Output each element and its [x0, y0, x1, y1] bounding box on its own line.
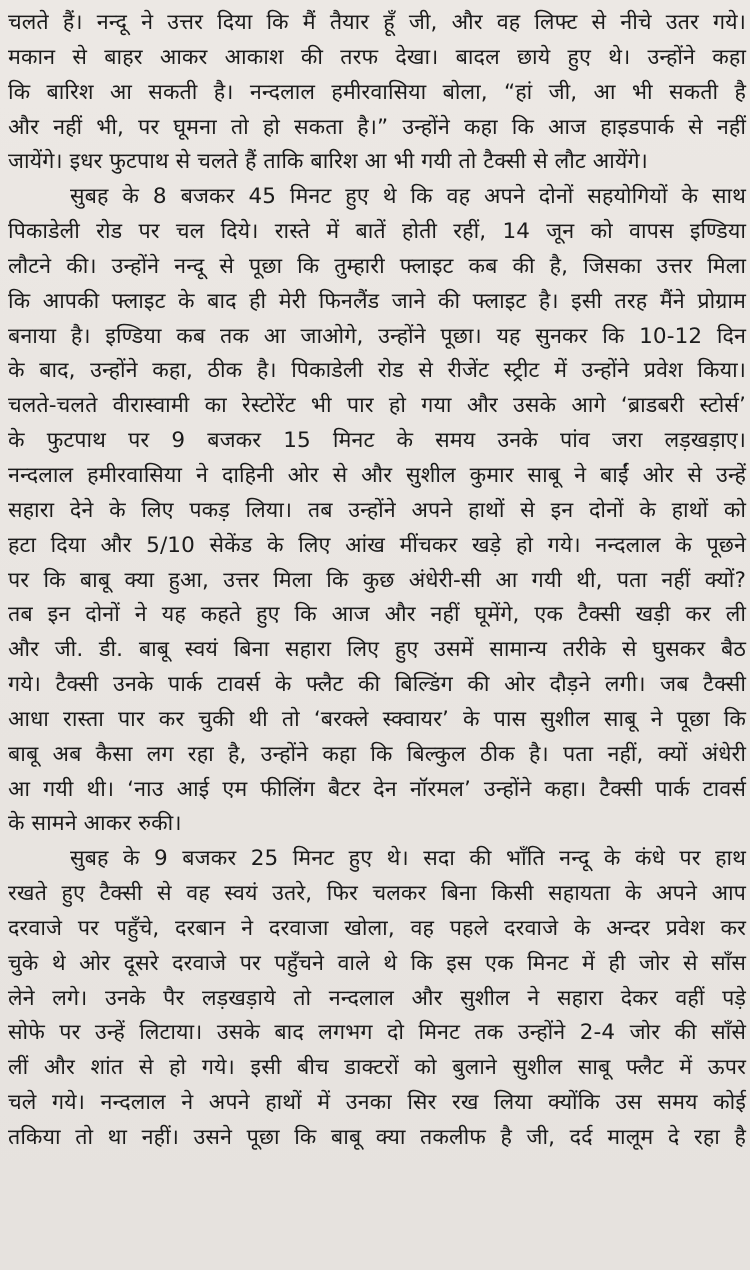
- paragraph-start-line: सुबह के 9 बजकर 25 मिनट हुए थे। सदा की भाँति नन्दू के कंधे पर हाथ: [70, 846, 746, 872]
- text-line: मकान से बाहर आकर आकाश की तरफ देखा। बादल छाये हुए थे। उन्होंने कहा: [8, 44, 746, 70]
- text-line: पर कि बाबू क्या हुआ, उत्तर मिला कि कुछ अंधेरी-सी आ गयी थी, पता नहीं क्यों?: [8, 567, 746, 593]
- text-line: चले गये। नन्दलाल ने अपने हाथों में उनका सिर रख लिया क्योंकि उस समय कोई: [8, 1090, 746, 1116]
- text-line: सहारा देने के लिए पकड़ लिया। तब उन्होंने अपने हाथों से इन दोनों के हाथों को: [8, 497, 746, 523]
- text-line: लेने लगे। उनके पैर लड़खड़ाये तो नन्दलाल और सुशील ने सहारा देकर वहीं पड़े: [8, 985, 746, 1011]
- text-line: और नहीं भी, पर घूमना तो हो सकता है।” उन्होंने कहा कि आज हाइडपार्क से नहीं: [8, 114, 746, 140]
- text-line: कि आपकी फ्लाइट के बाद ही मेरी फिनलैंड जाने की फ्लाइट है। इसी तरह मैंने प्रोग्राम: [8, 288, 746, 314]
- text-line: रखते हुए टैक्सी से वह स्वयं उतरे, फिर चलकर बिना किसी सहायता के अपने आप: [8, 881, 746, 907]
- text-line: सोफे पर उन्हें लिटाया। उसके बाद लगभग दो मिनट तक उन्होंने 2-4 जोर की साँसे: [8, 1020, 746, 1046]
- text-line: आ गयी थी। ‘नाउ आई एम फीलिंग बैटर देन नॉरमल’ उन्होंने कहा। टैक्सी पार्क टावर्स: [8, 776, 746, 802]
- paragraph-start-line: सुबह के 8 बजकर 45 मिनट हुए थे कि वह अपने दोनों सहयोगियों के साथ: [70, 184, 746, 210]
- text-line: गये। टैक्सी उनके पार्क टावर्स के फ्लैट की बिल्डिंग की ओर दौड़ने लगी। जब टैक्सी: [8, 672, 746, 698]
- text-line: नन्दलाल हमीरवासिया ने दाहिनी ओर से और सुशील कुमार साबू ने बाईं ओर से उन्हें: [8, 462, 746, 488]
- text-line: चुके थे ओर दूसरे दरवाजे पर पहुँचने वाले थे कि इस एक मिनट में ही जोर से साँस: [8, 950, 746, 976]
- text-line: दरवाजे पर पहुँचे, दरबान ने दरवाजा खोला, वह पहले दरवाजे के अन्दर प्रवेश कर: [8, 915, 746, 941]
- text-line: तब इन दोनों ने यह कहते हुए कि आज और नहीं घूमेंगे, एक टैक्सी खड़ी कर ली: [8, 602, 746, 628]
- text-line: के सामने आकर रुकी।: [8, 811, 182, 837]
- text-line: आधा रास्ता पार कर चुकी थी तो ‘बरक्ले स्क्वायर’ के पास सुशील साबू ने पूछा कि: [8, 706, 746, 732]
- text-line: चलते हैं। नन्दू ने उत्तर दिया कि मैं तैयार हूँ जी, और वह लिफ्ट से नीचे उतर गये।: [8, 10, 746, 35]
- text-line: चलते-चलते वीरास्वामी का रेस्टोरेंट भी पार हो गया और उसके आगे ‘ब्राडबरी स्टोर्स’: [8, 393, 746, 419]
- body-text: [8, 6, 746, 1156]
- text-line: बाबू अब कैसा लग रहा है, उन्होंने कहा कि बिल्कुल ठीक है। पता नहीं, क्यों अंधेरी: [8, 741, 746, 767]
- text-line: और जी. डी. बाबू स्वयं बिना सहारा लिए हुए उसमें सामान्य तरीके से घुसकर बैठ: [8, 637, 746, 663]
- text-line: के बाद, उन्होंने कहा, ठीक है। पिकाडेली रोड से रीजेंट स्ट्रीट में उन्होंने प्रवेश किया।: [8, 358, 746, 384]
- text-line: हटा दिया और 5/10 सेकेंड के लिए आंख मींचकर खड़े हो गये। नन्दलाल के पूछने: [8, 532, 746, 558]
- text-line: बनाया है। इण्डिया कब तक आ जाओगे, उन्होंने पूछा। यह सुनकर कि 10-12 दिन: [8, 323, 746, 349]
- text-line: तकिया तो था नहीं। उसने पूछा कि बाबू क्या तकलीफ है जी, दर्द मालूम दे रहा है: [8, 1125, 746, 1150]
- text-line: पिकाडेली रोड पर चल दिये। रास्ते में बातें होती रहीं, 14 जून को वापस इण्डिया: [8, 219, 746, 245]
- text-line: लीं और शांत से हो गये। इसी बीच डाक्टरों को बुलाने सुशील साबू फ्लैट में ऊपर: [8, 1055, 746, 1081]
- text-line: लौटने की। उन्होंने नन्दू से पूछा कि तुम्हारी फ्लाइट कब की है, जिसका उत्तर मिला: [8, 253, 746, 279]
- text-line: जायेंगे। इधर फुटपाथ से चलते हैं ताकि बारिश आ भी गयी तो टैक्सी से लौट आयेंगे।: [8, 149, 648, 175]
- text-line: के फुटपाथ पर 9 बजकर 15 मिनट के समय उनके पांव जरा लड़खड़ाए।: [8, 428, 746, 454]
- text-line: कि बारिश आ सकती है। नन्दलाल हमीरवासिया बोला, “हां जी, आ भी सकती है: [8, 79, 746, 105]
